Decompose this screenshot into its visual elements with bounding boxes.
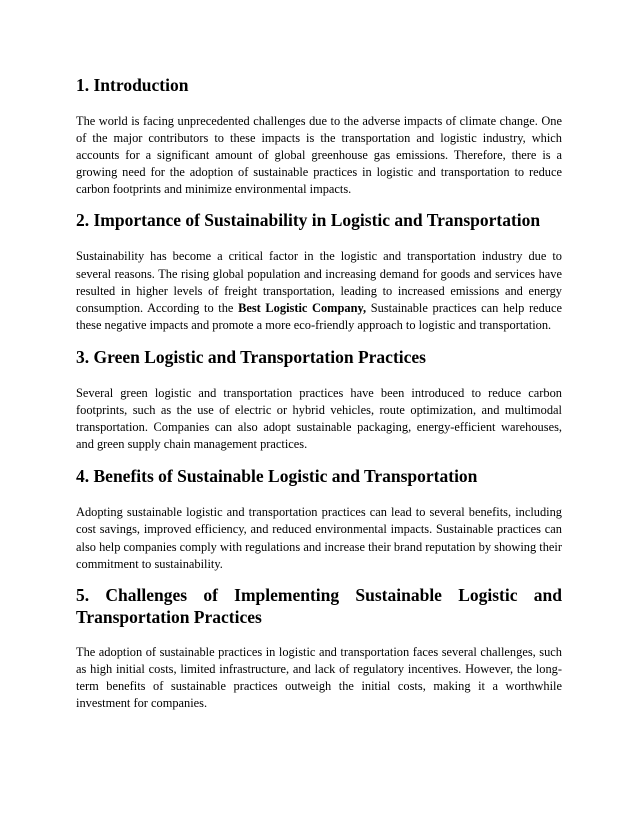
section-body-importance	[76, 248, 562, 333]
section-heading-challenges	[76, 584, 562, 628]
heading-line-2: Transportation Practices	[76, 606, 262, 627]
heading-word: Challenges	[105, 584, 188, 605]
section-body-benefits: Adopting sustainable logistic and transportation practices can lead to several benefits, including cost savings, improved efficiency, and reduced environmental impacts. Sustainable practices can also help companies comply with regulations and increase their brand reputation by showing their commitment to sustainability.	[76, 505, 562, 571]
section-heading-introduction: 1. Introduction	[76, 75, 189, 95]
heading-line-1	[76, 584, 562, 606]
body-text-before: Sustainability has become a critical factor in the logistic and transportation industry due to several reasons. The rising global population and increasing demand for goods and services have resulted in higher levels of freight transportation, leading to increased emissions and energy consumption. According to the	[76, 249, 562, 315]
section-heading-importance: 2. Importance of Sustainability in Logistic and Transportation	[76, 210, 541, 231]
section-body-introduction: The world is facing unprecedented challenges due to the adverse impacts of climate change. One of the major contributors to these impacts is the transportation and logistic industry, which accounts for a significant amount of global greenhouse gas emissions. Therefore, there is a growing need for the adoption of sustainable practices in logistic and transportation to reduce carbon footprints and minimize environmental impacts.	[76, 114, 562, 197]
section-body-challenges: The adoption of sustainable practices in logistic and transportation faces several challenges, such as high initial costs, limited infrastructure, and lack of regulatory incentives. However, the long-term benefits of sustainable practices outweigh the initial costs, making it a worthwhile investment for companies.	[76, 644, 562, 710]
heading-word: Logistic	[458, 584, 518, 605]
best-logistic-company-text: Best Logistic Company,	[238, 300, 367, 315]
section-body-green-practices: Several green logistic and transportation practices have been introduced to reduce carbon footprints, such as the use of electric or hybrid vehicles, route optimization, and multimodal transportation. Companies can also adopt sustainable packaging, energy-efficient warehouses, and green supply chain management practices.	[76, 385, 562, 452]
body-text-after: Sustainable practices can help reduce these negative impacts and promote a more eco-friendly approach to logistic and transportation.	[76, 300, 562, 332]
heading-word: and	[533, 584, 562, 605]
section-heading-green-practices: 3. Green Logistic and Transportation Practices	[76, 346, 426, 367]
heading-word: Sustainable	[355, 584, 442, 605]
document-page	[76, 74, 562, 712]
heading-word: Implementing	[234, 584, 340, 605]
heading-word: 5.	[76, 584, 90, 605]
heading-word: of	[203, 584, 218, 605]
section-heading-benefits: 4. Benefits of Sustainable Logistic and Transportation	[76, 466, 478, 487]
